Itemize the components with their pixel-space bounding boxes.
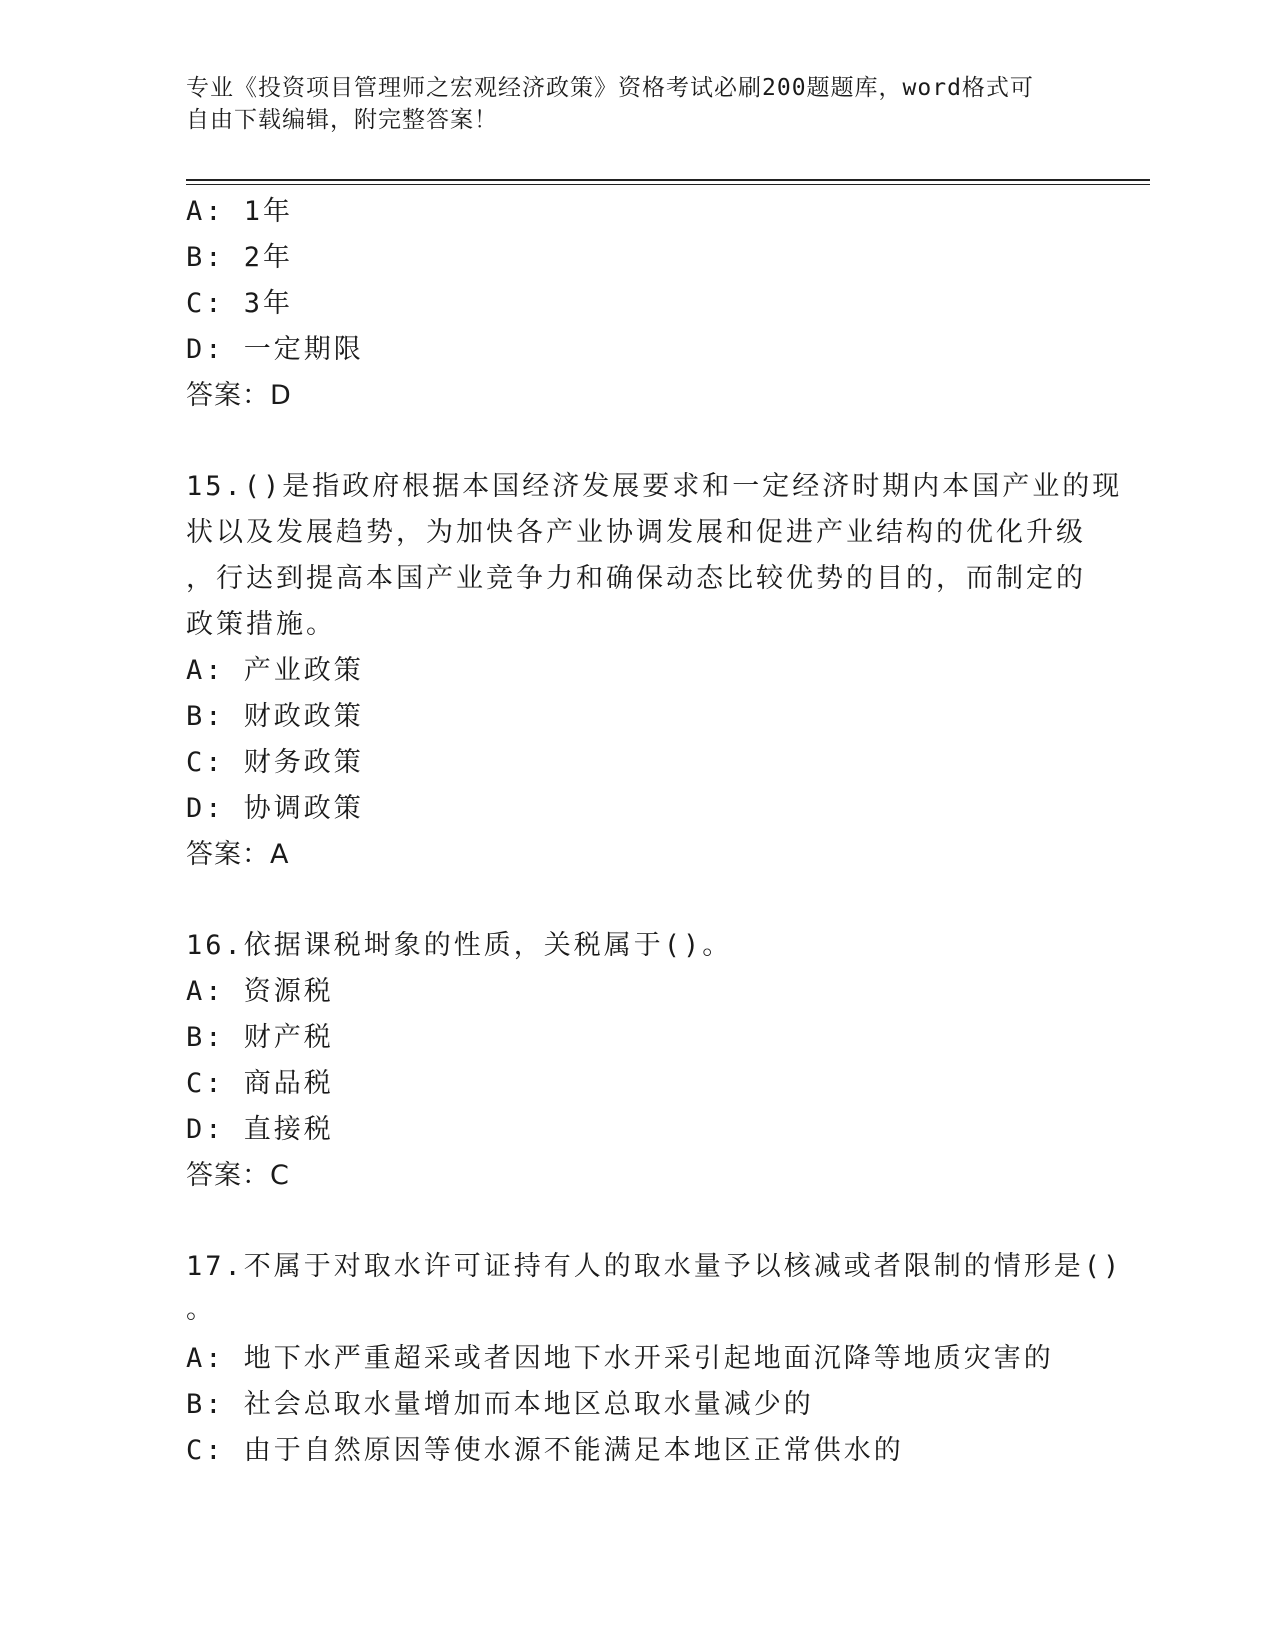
question-17 xyxy=(186,1244,1123,1474)
header-rule-thick xyxy=(186,179,1150,181)
spacer xyxy=(186,1199,1086,1244)
option-c: C: 3年 xyxy=(186,288,294,319)
header-rule-thin xyxy=(186,184,1150,185)
option-b: B: 社会总取水量增加而本地区总取水量减少的 xyxy=(186,1389,814,1420)
option-b: B: 财产税 xyxy=(186,1022,334,1053)
spacer xyxy=(186,419,1086,464)
question-text-line: 16.依据课税埘象的性质，关税属于()。 xyxy=(186,930,733,961)
option-b: B: 2年 xyxy=(186,242,294,273)
question-15 xyxy=(186,464,1123,878)
question-text-line: ，行达到提高本国产业竞争力和确保动态比较优势的目的，而制定的 xyxy=(186,563,1086,594)
question-text-line: 政策措施。 xyxy=(186,609,336,640)
header-line-1: 专业《投资项目管理师之宏观经济政策》资格考试必刷200题题库，word格式可 xyxy=(186,75,1034,101)
question-text-line: 状以及发展趋势，为加快各产业协调发展和促进产业结构的优化升级 xyxy=(186,517,1086,548)
answer-line: 答案：A xyxy=(186,839,290,870)
question-text-line: 。 xyxy=(186,1294,216,1325)
question-16 xyxy=(186,923,1086,1199)
question-text-line: 17.不属于对取水许可证持有人的取水量予以核减或者限制的情形是() xyxy=(186,1251,1123,1282)
header-line-2: 自由下载编辑，附完整答案！ xyxy=(186,107,498,133)
option-a: A: 1年 xyxy=(186,196,294,227)
answer-line: 答案：D xyxy=(186,380,292,411)
option-a: A: 产业政策 xyxy=(186,655,364,686)
option-d: D: 一定期限 xyxy=(186,334,364,365)
option-c: C: 由于自然原因等使水源不能满足本地区正常供水的 xyxy=(186,1435,904,1466)
option-a: A: 资源税 xyxy=(186,976,334,1007)
option-d: D: 直接税 xyxy=(186,1114,334,1145)
question-14 xyxy=(186,189,1086,419)
question-list xyxy=(186,189,1123,1474)
option-a: A: 地下水严重超采或者因地下水开采引起地面沉降等地质灾害的 xyxy=(186,1343,1054,1374)
document-header xyxy=(186,72,1066,136)
answer-line: 答案：C xyxy=(186,1160,290,1191)
option-d: D: 协调政策 xyxy=(186,793,364,824)
spacer xyxy=(186,878,1086,923)
option-c: C: 商品税 xyxy=(186,1068,334,1099)
question-text-line: 15.()是指政府根据本国经济发展要求和一定经济时期内本国产业的现 xyxy=(186,471,1123,502)
option-b: B: 财政政策 xyxy=(186,701,364,732)
option-c: C: 财务政策 xyxy=(186,747,364,778)
